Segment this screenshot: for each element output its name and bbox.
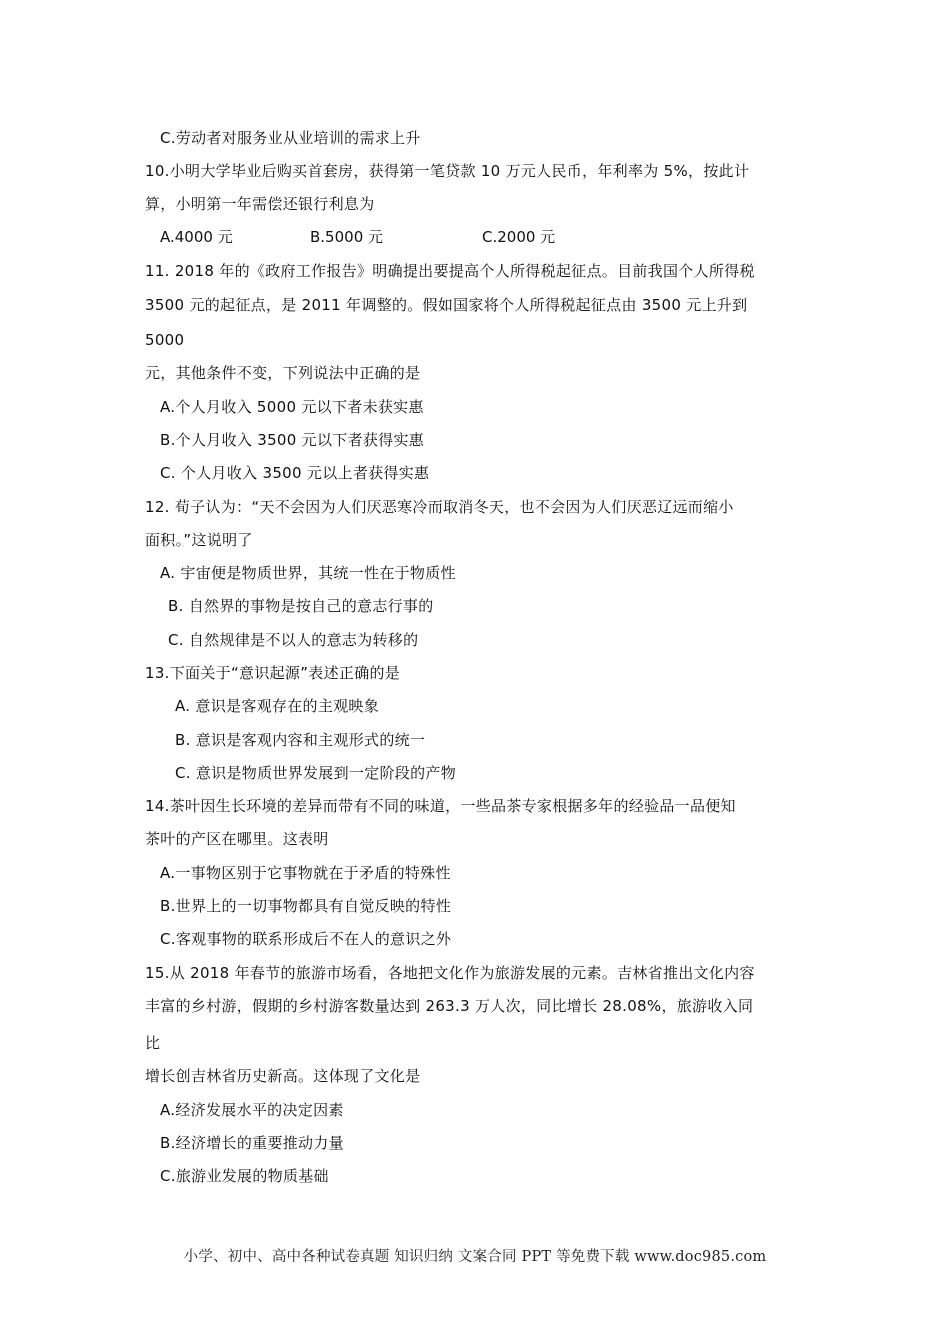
q10-option-b: B.5000 元 xyxy=(310,228,384,246)
q14-stem-line1: 14.茶叶因生长环境的差异而带有不同的味道，一些品茶专家根据多年的经验品一品便知 xyxy=(145,797,736,815)
q14-option-c: C.客观事物的联系形成后不在人的意识之外 xyxy=(160,930,452,948)
q11-stem-line3: 5000 xyxy=(145,331,185,349)
q10-option-c: C.2000 元 xyxy=(482,228,556,246)
q15-option-c: C.旅游业发展的物质基础 xyxy=(160,1167,329,1185)
q10-stem-line2: 算，小明第一年需偿还银行利息为 xyxy=(145,195,375,213)
q11-stem-line4: 元，其他条件不变，下列说法中正确的是 xyxy=(145,364,421,382)
q15-option-b: B.经济增长的重要推动力量 xyxy=(160,1134,344,1152)
q15-stem-line3: 比 xyxy=(145,1034,161,1052)
q11-option-c: C. 个人月收入 3500 元以上者获得实惠 xyxy=(160,464,430,482)
q12-stem-line1: 12. 荀子认为：“天不会因为人们厌恶寒冷而取消冬天，也不会因为人们厌恶辽远而缩小 xyxy=(145,498,734,516)
q15-stem-line4: 增长创吉林省历史新高。这体现了文化是 xyxy=(145,1067,421,1085)
q12-option-a: A. 宇宙便是物质世界，其统一性在于物质性 xyxy=(160,564,456,582)
q12-stem-line2: 面积。”这说明了 xyxy=(145,531,253,549)
q10-option-a: A.4000 元 xyxy=(160,228,233,246)
q11-stem-line1: 11. 2018 年的《政府工作报告》明确提出要提高个人所得税起征点。目前我国个人所得税 xyxy=(145,262,755,280)
q11-stem-line2: 3500 元的起征点，是 2011 年调整的。假如国家将个人所得税起征点由 3500 元上升到 xyxy=(145,296,748,314)
q14-option-a: A.一事物区别于它事物就在于矛盾的特殊性 xyxy=(160,864,451,882)
q13-option-c: C. 意识是物质世界发展到一定阶段的产物 xyxy=(175,764,457,782)
q15-stem-line2: 丰富的乡村游，假期的乡村游客数量达到 263.3 万人次，同比增长 28.08%，旅游收入同 xyxy=(145,997,754,1015)
q13-option-b: B. 意识是客观内容和主观形式的统一 xyxy=(175,731,426,749)
page-footer: 小学、初中、高中各种试卷真题 知识归纳 文案合同 PPT 等免费下载 www.doc985.com xyxy=(183,1249,767,1265)
q10-stem-line1: 10.小明大学毕业后购买首套房，获得第一笔贷款 10 万元人民币，年利率为 5%，按此计 xyxy=(145,162,750,180)
q12-option-b: B. 自然界的事物是按自己的意志行事的 xyxy=(168,597,434,615)
q11-option-b: B.个人月收入 3500 元以下者获得实惠 xyxy=(160,431,425,449)
q10-options xyxy=(160,227,555,247)
q15-option-a: A.经济发展水平的决定因素 xyxy=(160,1101,344,1119)
q14-stem-line2: 茶叶的产区在哪里。这表明 xyxy=(145,830,329,848)
q11-option-a: A.个人月收入 5000 元以下者未获实惠 xyxy=(160,398,424,416)
q9-option-c: C.劳动者对服务业从业培训的需求上升 xyxy=(160,129,421,147)
q13-stem: 13.下面关于“意识起源”表述正确的是 xyxy=(145,664,401,682)
q15-stem-line1: 15.从 2018 年春节的旅游市场看，各地把文化作为旅游发展的元素。吉林省推出文化内容 xyxy=(145,964,755,982)
q12-option-c: C. 自然规律是不以人的意志为转移的 xyxy=(168,631,419,649)
q13-option-a: A. 意识是客观存在的主观映象 xyxy=(175,697,380,715)
q14-option-b: B.世界上的一切事物都具有自觉反映的特性 xyxy=(160,897,452,915)
